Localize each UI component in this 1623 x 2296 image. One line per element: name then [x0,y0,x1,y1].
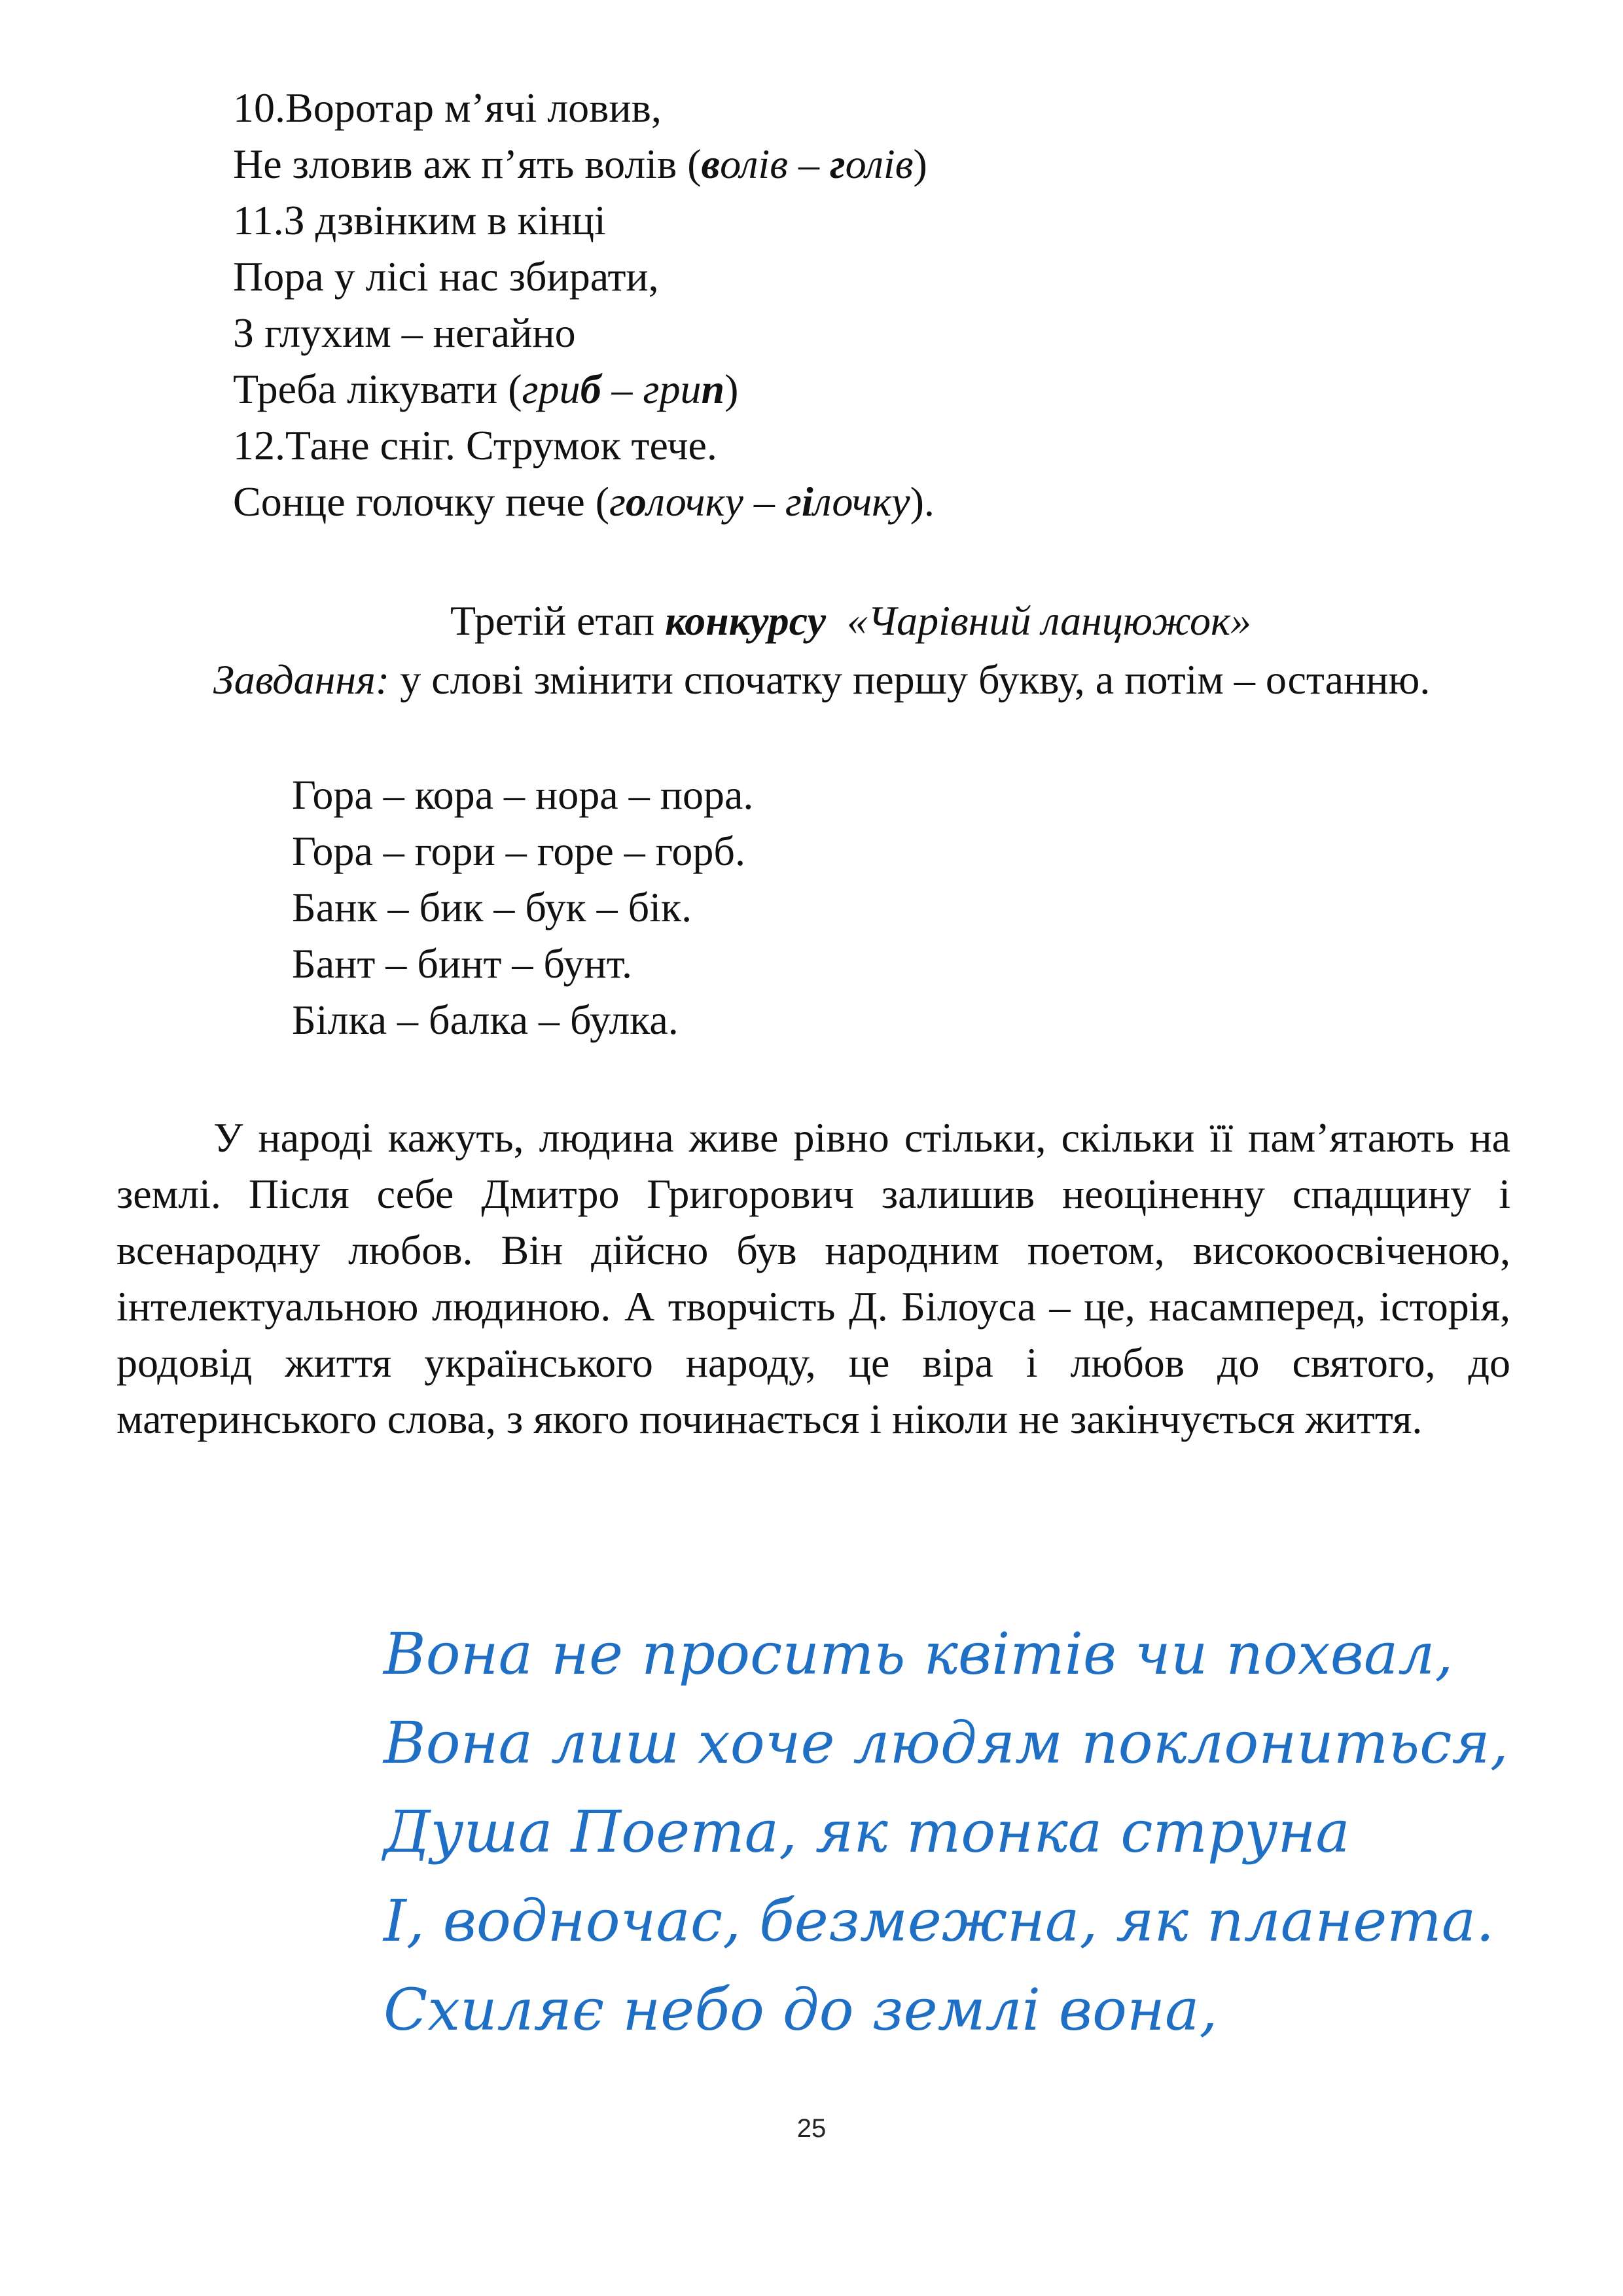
riddle-12-answer [596,478,935,525]
answer-rest: г [609,478,626,525]
answer-words [609,478,910,525]
answer-rest: лочку [647,478,743,525]
riddle-12-line-2 [233,474,1476,530]
poem-block [383,1610,1508,2055]
riddle-11-line-3: З глухим – негайно [233,309,576,356]
chain-line-2: Гора – гори – горе – горб. [292,828,745,874]
task-text: у слові змінити спочатку першу букву, а потім – останню. [389,656,1431,703]
page-number: 25 [796,2114,827,2143]
answer-rest: лочку [813,478,910,525]
answer-rest: г [785,478,802,525]
answer-rest: олів [720,141,788,187]
body-paragraph: У народі кажуть, людина живе рівно стільки, скільки її пам’ятають на землі. Після себе Дмитро Григорович залишив неоціненну спадщину і всенародну любов. Він дійсно був народним поетом, високоосвіченою, інтелектуальною людиною. А творчість Д. Білоуса – це, насамперед, історія, родовід життя українського народу, це віра і любов до святого, до материнського слова, з якого починається і ніколи не закінчується життя. [116,1114,1510,1442]
answer-close: ) [913,141,927,187]
task-label: Завдання: [213,656,390,703]
riddle-10-line-2-text: Не зловив аж п’ять волів [233,141,688,187]
chain-line-5: Білка – балка – булка. [292,997,679,1043]
word-chains [292,767,1470,1048]
riddle-10-line-1: 10.Воротар м’ячі ловив, [233,84,662,131]
answer-dash: – [743,478,785,525]
answer-letter: о [626,478,647,525]
answer-rest: гри [643,366,702,412]
answer-open: ( [687,141,702,187]
riddle-11-line-2: Пора у лісі нас збирати, [233,253,659,300]
chain-line-1: Гора – кора – нора – пора. [292,771,754,818]
answer-open: ( [508,366,522,412]
poem-line-3: Душа Поета, як тонка струна [383,1798,1350,1865]
chain-line-4: Бант – бинт – бунт. [292,940,632,987]
riddle-11-line-4-text: Треба лікувати [233,366,508,412]
poem-line-1: Вона не просить квітів чи похвал, [383,1620,1454,1687]
answer-open: ( [595,478,610,525]
answer-letter: г [829,141,846,187]
riddle-11-line-4 [233,361,1476,417]
answer-dash: – [787,141,830,187]
stage-heading [0,593,1623,649]
riddles-block [233,80,1476,530]
answer-letter: і [801,478,813,525]
answer-letter: б [580,366,601,412]
answer-letter: п [701,366,725,412]
poem-line-4: І, водночас, безмежна, як планета. [383,1887,1495,1954]
poem-line-5: Схиляє небо до землі вона, [383,1976,1218,2043]
stage-contest-title: «Чарівний ланцюжок» [846,597,1251,644]
stage-bold-word: конкурсу [665,597,826,644]
answer-letter: в [701,141,721,187]
answer-word-1 [702,141,914,187]
riddle-12-line-2-text: Сонце голочку пече [233,478,596,525]
riddle-10-line-2 [233,136,1476,192]
riddle-12-line-1: 12.Тане сніг. Струмок тече. [233,422,717,468]
answer-close: ). [910,478,935,525]
answer-rest: гри [522,366,580,412]
answer-rest: олів [845,141,914,187]
poem-line-2: Вона лиш хоче людям поклониться, [383,1709,1508,1776]
task-paragraph [116,652,1510,708]
answer-words [522,366,724,412]
riddle-11-answer [508,366,738,412]
answer-close: ) [724,366,739,412]
riddle-10-answer [687,141,927,187]
answer-dash: – [601,366,643,412]
stage-prefix: Третій етап [450,597,666,644]
chain-line-3: Банк – бик – бук – бік. [292,884,692,930]
riddle-11-line-1: 11.З дзвінким в кінці [233,197,606,243]
